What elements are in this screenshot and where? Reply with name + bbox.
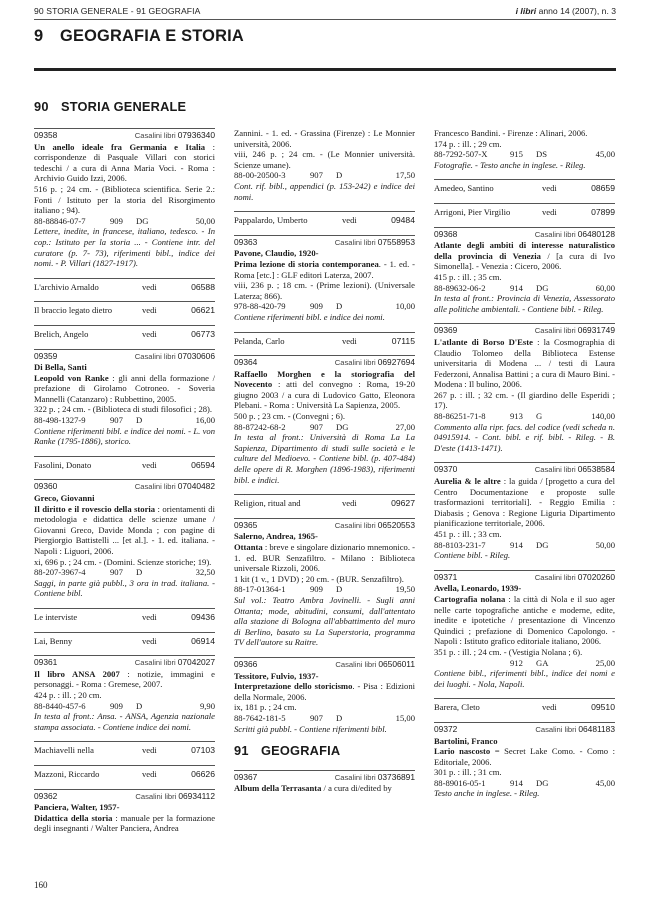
entry-class: 915: [510, 149, 523, 160]
casalini-label: Casalini libri: [534, 229, 576, 239]
entry-09361: [34, 655, 215, 732]
see-label: vedi: [542, 183, 557, 194]
entry-body: : la guida / [progetto a cura del Centro Documentazione e proposte sulle trasformazioni territoriali]. - Reggio Emilia : Diabasis ; Genova : Regione Liguria Dipartimento pianificazione territoriale, 2006.: [434, 476, 616, 529]
casalini-code: 06931749: [577, 325, 615, 336]
entry-09362-continued: [234, 128, 415, 202]
see-name: Il braccio legato dietro: [34, 305, 113, 316]
entry-note: In testa al front.: Ansa. - ANSA, Agenzia nazionale stampa associata. - Contiene indice dei nomi.: [34, 711, 215, 732]
see-reference: [34, 741, 215, 762]
entry-price: 25,00: [595, 657, 615, 668]
entry-price: 10,00: [395, 301, 415, 312]
entry-isbn-line: [434, 778, 615, 789]
entry-isbn-line: [234, 584, 415, 595]
entry-isbn: 88-87242-68-2: [234, 421, 286, 432]
entry-isbn-line: [234, 170, 415, 181]
running-header: [34, 4, 616, 18]
entry-type: DG: [536, 282, 549, 293]
see-label: vedi: [542, 702, 557, 713]
entry-id: 09370: [434, 464, 458, 475]
entry-09364: [234, 355, 415, 485]
see-name: Brelich, Angelo: [34, 328, 89, 339]
see-reference: [34, 765, 215, 786]
entry-body: : manuale per la formazione degli insegnanti / Walter Panciera, Andrea: [34, 812, 216, 834]
entry-isbn: [434, 658, 510, 669]
casalini-code: 07558953: [377, 236, 415, 247]
see-code: 06621: [191, 305, 215, 316]
entry-isbn: 978-88-420-79: [234, 301, 286, 312]
see-code: 06773: [191, 328, 215, 339]
entry-class: 914: [510, 282, 523, 293]
casalini-code: 06927694: [377, 357, 415, 368]
casalini-label: Casalini libri: [135, 791, 177, 801]
entry-class: 907: [310, 712, 323, 723]
subsection-number: 90: [34, 99, 49, 114]
subsection-number: 91: [234, 743, 249, 759]
entry-id: 09363: [234, 236, 258, 247]
entry-09372: [434, 722, 615, 799]
entry-title: Leopold von Ranke: [34, 372, 109, 383]
entry-id: 09364: [234, 357, 258, 368]
entry-09363: [234, 235, 415, 323]
see-label: vedi: [142, 281, 157, 292]
entry-body: = Secret Lake Como. - Como : Editoriale, 2006.: [434, 746, 616, 767]
entry-title: Interpretazione dello storicismo: [234, 681, 353, 692]
running-header-left: 90 STORIA GENERALE - 91 GEOGRAFIA: [34, 6, 201, 16]
see-code: 07899: [591, 206, 615, 217]
subsection-name: STORIA GENERALE: [61, 99, 187, 114]
entry-price: 17,50: [395, 170, 415, 181]
entry-price: 19,50: [395, 584, 415, 595]
see-name: Arrigoni, Pier Virgilio: [434, 206, 511, 217]
entry-isbn: 88-89632-06-2: [434, 282, 486, 293]
running-header-right: [516, 6, 616, 16]
casalini-label: Casalini libri: [534, 572, 576, 582]
entry-id: 09366: [234, 658, 258, 669]
entry-pages: 424 p. : ill. ; 20 cm.: [34, 689, 102, 700]
entry-09368: [434, 227, 615, 315]
entry-class: 913: [510, 411, 523, 422]
see-name: Pelanda, Carlo: [234, 335, 285, 346]
see-reference: [34, 301, 215, 322]
subsection-title-geografia: [234, 743, 415, 759]
entry-type: D: [136, 700, 143, 711]
see-label: vedi: [142, 459, 157, 470]
see-code: 09436: [191, 611, 215, 622]
entry-class: 907: [310, 421, 323, 432]
entry-09359: [34, 349, 215, 447]
entry-type: DG: [536, 539, 549, 550]
entry-09360: [34, 479, 215, 599]
entry-id: 09360: [34, 481, 58, 492]
entry-id: 09367: [234, 771, 258, 782]
entry-isbn-line: [34, 415, 215, 426]
see-reference: [234, 494, 415, 515]
subsection-title: [34, 99, 186, 114]
see-name: Machiavelli nella: [34, 745, 94, 756]
entry-type: D: [136, 415, 143, 426]
entry-isbn: 88-8103-231-7: [434, 539, 486, 550]
see-label: vedi: [142, 745, 157, 756]
entry-isbn: 88-207-3967-4: [34, 567, 86, 578]
entry-pages: 415 p. : ill. ; 35 cm.: [434, 271, 502, 282]
see-label: vedi: [342, 335, 357, 346]
entry-note: Cont. rif. bibl., appendici (p. 153-242) e indice dei nomi.: [234, 180, 415, 202]
entry-type: D: [336, 301, 343, 312]
entry-isbn-line: [234, 301, 415, 312]
see-reference: [234, 332, 415, 353]
casalini-label: Casalini libri: [534, 326, 576, 336]
casalini-code: 07030606: [177, 350, 215, 361]
see-code: 06588: [191, 281, 215, 292]
casalini-label: Casalini libri: [534, 465, 576, 475]
journal-issue: anno 14 (2007), n. 3: [536, 6, 616, 16]
casalini-code: 07040482: [177, 481, 215, 492]
section-rule: [34, 68, 616, 71]
entry-pages: 500 p. ; 23 cm. - (Convegni ; 6).: [234, 411, 345, 422]
entry-note: Testo anche in inglese. - Rileg.: [434, 788, 540, 799]
entry-class: 907: [310, 170, 323, 181]
entry-price: 15,00: [395, 712, 415, 723]
entry-isbn-line: [434, 540, 615, 551]
entry-title: Didattica della storia: [34, 812, 113, 823]
entry-id: 09371: [434, 571, 458, 582]
entry-09367: [234, 770, 415, 794]
see-label: vedi: [342, 498, 357, 509]
see-reference: [34, 456, 215, 477]
entry-type: G: [536, 411, 543, 422]
entry-body: : atti del convegno : Roma, 19-20 giugno 2003 / a cura di Ludovico Gatto, Eleonora Plebani. - Roma : Università La Sapienza, 2005.: [234, 379, 415, 411]
entry-isbn: 88-88846-07-7: [34, 215, 86, 226]
subsection-name: GEOGRAFIA: [261, 743, 341, 759]
casalini-code: 06481183: [578, 723, 615, 734]
entry-title: Un anello ideale fra Germania e Italia: [34, 141, 206, 152]
entry-type: DS: [536, 149, 547, 160]
entry-pages: ix, 181 p. ; 24 cm.: [234, 702, 297, 713]
entry-pages: 301 p. : ill. ; 31 cm.: [434, 767, 502, 778]
see-name: Barera, Cleto: [434, 702, 480, 713]
see-label: vedi: [142, 635, 157, 646]
entry-price: 9,90: [199, 700, 215, 711]
entry-class: 907: [110, 567, 123, 578]
see-name: Le interviste: [34, 611, 78, 622]
entry-title: Album della Terrasanta: [234, 783, 322, 794]
entry-author: Bartolini, Franco: [434, 735, 498, 746]
entry-title: Aurelia & le altre: [434, 476, 501, 487]
casalini-code: 07020260: [577, 571, 615, 582]
entry-title: Atlante degli ambiti di interesse naturalistico della provincia di Venezia: [434, 240, 615, 261]
entry-09371: [434, 570, 615, 690]
entry-title: Ottanta: [234, 542, 263, 552]
see-reference: [434, 203, 615, 224]
entry-isbn-line: [234, 713, 415, 724]
casalini-label: Casalini libri: [134, 658, 176, 668]
entry-class: 909: [310, 584, 323, 595]
entry-id: 09362: [34, 790, 58, 801]
entry-author: Tessitore, Fulvio, 1937-: [234, 670, 319, 681]
entry-note: Sul vol.: Teatro Ambra Jovinelli. - Sugli anni Ottanta; mode, abitudini, consumi, dall'attentato alla stazione di Bologna all'abbattimento del muro di Berlino, basato su La Superstoria, programma TV dell'autore su Raitre.: [234, 594, 415, 648]
entry-title: Il diritto e il rovescio della storia: [34, 503, 156, 514]
see-code: 09510: [591, 702, 615, 713]
entry-price: 60,00: [595, 282, 615, 293]
entry-class: 909: [110, 215, 123, 226]
entry-author: Di Bella, Santi: [34, 362, 87, 373]
entry-isbn: 88-7292-507-X: [434, 149, 488, 160]
entry-pages: 267 p. : ill. ; 32 cm. - (Il giardino delle Esperidi ; 17).: [434, 389, 615, 411]
see-name: Fasolini, Donato: [34, 459, 92, 470]
entry-body: : notizie, immagini e personaggi. - Roma : Gremese, 2007.: [34, 668, 215, 690]
entry-type: DG: [136, 215, 149, 226]
see-reference: [234, 211, 415, 232]
entry-note: Commento alla ripr. facs. del codice (vedi scheda n. 04915914. - Cont. bibl. e rif. bibl. - Rileg. - B. D'este (1413-1471).: [434, 421, 615, 453]
entry-09370: [434, 462, 615, 560]
casalini-label: Casalini libri: [334, 520, 376, 530]
entry-isbn-line: [434, 149, 615, 160]
entry-09362: [34, 789, 215, 834]
entry-isbn: 88-498-1327-9: [34, 415, 86, 426]
entry-body: . - Pisa : Edizioni della Normale, 2006.: [234, 681, 416, 702]
entry-isbn: 88-00-20500-3: [234, 170, 286, 181]
entry-type: D: [136, 567, 143, 578]
entry-type: D: [336, 584, 343, 595]
entry-note: Scritti già pubbl. - Contiene riferimenti bibl.: [234, 723, 387, 734]
entry-title: Prima lezione di storia contemporanea: [234, 258, 379, 269]
entry-pages: 1 kit (1 v., 1 DVD) ; 20 cm. - (BUR. Senzafiltro).: [234, 573, 404, 584]
casalini-code: 06506011: [378, 658, 415, 669]
see-code: 06594: [191, 459, 215, 470]
entry-09366: [234, 657, 415, 734]
see-name: L'archivio Arnaldo: [34, 281, 99, 292]
page-number: 160: [34, 880, 48, 890]
section-number: 9: [34, 27, 44, 45]
entry-author: Panciera, Walter, 1957-: [34, 802, 120, 813]
entry-note: Contiene bibl., riferimenti bibl., indice dei nomi e dei luoghi. - Nola, Napoli.: [434, 668, 615, 689]
entry-body: / a cura di/edited by: [321, 783, 392, 794]
casalini-code: 03736891: [377, 771, 415, 782]
entry-title: L'atlante di Borso D'Este: [434, 336, 533, 347]
see-label: vedi: [142, 768, 157, 779]
entry-note: Fotografie. - Testo anche in inglese. - Rileg.: [434, 159, 586, 170]
entry-author: Pavone, Claudio, 1920-: [234, 248, 319, 259]
see-name: Amedeo, Santino: [434, 183, 494, 194]
see-reference: [434, 698, 615, 719]
entry-type: D: [336, 712, 343, 723]
see-reference: [434, 179, 615, 200]
section-title: [34, 27, 244, 46]
entry-class: 912: [510, 657, 523, 668]
entry-type: DG: [336, 421, 349, 432]
entry-id: 09368: [434, 228, 458, 239]
entry-isbn-line: [34, 567, 215, 578]
casalini-label: Casalini libri: [134, 351, 176, 361]
see-code: 07115: [391, 335, 415, 346]
entry-body: : corrispondenze di Pasquale Villari con storici tedeschi / a cura di Anna Maria Voci. - Roma : Archivio Guido Izzi, 2006.: [34, 141, 215, 184]
casalini-code: 07042027: [177, 657, 215, 668]
entry-isbn-line: [234, 422, 415, 433]
entry-note: Contiene bibl. - Rileg.: [434, 550, 511, 561]
casalini-label: Casalini libri: [335, 659, 377, 669]
entry-body: . - 1. ed. - Roma [etc.] : GLF editori Laterza, 2007.: [234, 258, 415, 280]
entry-isbn-line: [34, 701, 215, 712]
column-3: [434, 128, 615, 808]
entry-title: Lario nascosto: [434, 746, 491, 757]
entry-title: Cartografia nolana: [434, 593, 506, 604]
entry-note: In testa al front.: Provincia di Venezia, Assessorato alle politiche ambientali. - Contiene bibl. - Rileg.: [434, 293, 615, 314]
entry-class: 909: [310, 301, 323, 312]
casalini-code: 06934112: [178, 790, 215, 801]
entry-class: 914: [510, 777, 523, 788]
casalini-label: Casalini libri: [535, 724, 577, 734]
entry-body: : orientamenti di metodologia e didattica delle scienze umane / Giovanni Greco, Davide Monda ; con pagine di Piergiorgio Battistelli ... [et al.]. - 1. ed. italiana. - Napoli : Liguori, 2006.: [34, 503, 215, 556]
entry-09365: [234, 518, 415, 648]
entry-id: 09358: [34, 130, 58, 140]
entry-pages: 451 p. : ill. ; 33 cm.: [434, 529, 502, 539]
see-name: Mazzoni, Riccardo: [34, 768, 100, 779]
casalini-code: 07936340: [177, 130, 215, 140]
entry-class: 914: [510, 539, 523, 550]
see-name: Pappalardo, Umberto: [234, 215, 308, 226]
entry-pages: viii, 246 p. ; 24 cm. - (Le Monnier università. Scienze umane).: [234, 149, 415, 170]
see-reference: [34, 325, 215, 346]
entry-type: DG: [536, 777, 549, 788]
see-reference: [34, 608, 215, 629]
entry-isbn: 88-89016-05-1: [434, 777, 486, 788]
see-code: 09484: [391, 215, 415, 226]
entry-title: Raffaello Morghen e la storiografia del Novecento: [234, 368, 415, 390]
entry-note: Contiene riferimenti bibl. e indice dei nomi.: [234, 311, 385, 322]
entry-isbn: 88-86251-71-8: [434, 411, 486, 422]
entry-isbn-line: [434, 658, 615, 669]
section-name: GEOGRAFIA E STORIA: [60, 27, 244, 45]
see-name: Lai, Benny: [34, 635, 73, 646]
entry-body: : gli anni della formazione / prefazione di Girolamo Cotroneo. - Soveria Mannelli (Catanzaro) : Rubbettino, 2005.: [34, 372, 215, 404]
entry-price: 50,00: [595, 539, 615, 550]
entry-isbn-line: [434, 283, 615, 294]
entry-id: 09365: [234, 519, 258, 530]
entry-isbn-line: [34, 216, 215, 227]
entry-price: 32,50: [195, 567, 215, 578]
entry-type: GA: [536, 657, 549, 668]
entry-pages: 174 p. : ill. ; 29 cm.: [434, 138, 502, 149]
see-name: Religion, ritual and: [234, 498, 301, 509]
entry-price: 16,00: [195, 415, 215, 426]
entry-pages: xi, 696 p. ; 24 cm. - (Domini. Scienze storiche; 19).: [34, 556, 212, 567]
casalini-label: Casalini libri: [134, 482, 176, 492]
casalini-label: Casalini libri: [334, 772, 376, 782]
entry-id: 09359: [34, 350, 58, 361]
column-1: [34, 128, 215, 843]
casalini-code: 06480128: [577, 228, 615, 239]
entry-price: 140,00: [591, 411, 615, 422]
entry-09367-continued: [434, 128, 615, 170]
entry-id: 09369: [434, 325, 458, 336]
journal-name: i libri: [515, 6, 537, 16]
entry-09358: [34, 128, 215, 269]
entry-class: 907: [110, 415, 123, 426]
entry-body: / [a cura di Ivo Simonella]. - Venezia : Cicero, 2006.: [434, 250, 615, 272]
entry-body: Francesco Bandini. - Firenze : Alinari, 2006.: [434, 128, 588, 138]
entry-body: : la Cosmographia di Claudio Tolomeo della Biblioteca Estense universitaria di Modena ... / testi di Laura Federzoni, Annalisa Battini ; a cura di Mauro Bini. - Modena : Il bulino, 2006.: [434, 336, 615, 390]
entry-type: D: [336, 170, 343, 181]
entry-pages: 322 p. ; 24 cm. - (Biblioteca di studi filosofici ; 28).: [34, 404, 213, 415]
see-label: vedi: [142, 305, 157, 316]
entry-note: Lettere, inedite, in francese, italiano, tedesco. - In cop.: Istituto per la storia ... - Contiene intr. del curatore (p. 7- 73), riferimenti bibl., indice dei nomi. - P. Villari (1827-1917).: [34, 226, 215, 269]
entry-09369: [434, 323, 615, 453]
entry-note: Contiene riferimenti bibl. e indice dei nomi. - L. von Ranke (1795-1886), storico.: [34, 425, 215, 447]
see-code: 07103: [191, 745, 215, 756]
casalini-label: Casalini libri: [334, 358, 376, 368]
casalini-code: 06538584: [577, 464, 615, 475]
entry-note: Saggi, in parte già pubbl., 3 ora in trad. italiana. - Contiene bibl.: [34, 577, 215, 599]
entry-body: Zannini. - 1. ed. - Grassina (Firenze) : Le Monnier università, 2006.: [234, 128, 415, 149]
column-2: [234, 128, 415, 803]
entry-price: 45,00: [595, 777, 615, 788]
entry-author: Greco, Giovanni: [34, 493, 95, 504]
entry-isbn: 88-17-01364-1: [234, 584, 286, 595]
see-reference: [34, 632, 215, 653]
entry-isbn-line: [434, 411, 615, 422]
entry-pages: viii, 236 p. ; 18 cm. - (Prime lezioni). (Universale Laterza; 866).: [234, 280, 415, 301]
entry-isbn: 88-8440-457-6: [34, 700, 86, 711]
casalini-label: Casalini libri: [134, 131, 176, 140]
casalini-code: 06520553: [377, 519, 415, 530]
see-code: 06626: [191, 768, 215, 779]
see-label: vedi: [142, 328, 157, 339]
see-label: vedi: [342, 215, 357, 226]
see-code: 08659: [591, 183, 615, 194]
entry-price: 27,00: [395, 421, 415, 432]
entry-price: 50,00: [195, 215, 215, 226]
entry-author: Salerno, Andrea, 1965-: [234, 531, 318, 542]
entry-id: 09372: [434, 723, 458, 734]
entry-isbn: 88-7642-181-5: [234, 712, 286, 723]
entry-pages: 516 p. ; 24 cm. - (Biblioteca scientifica. Serie 2.: Fonti / Istituto per la storia del Risorgimento italiano ; 94).: [34, 183, 215, 216]
entry-class: 909: [110, 700, 123, 711]
header-rule: [34, 19, 616, 20]
see-label: vedi: [542, 206, 557, 217]
entry-body: : breve e singolare dizionario mnemonico. - 1. ed. BUR Senzafiltro. - Milano : Biblioteca universale Rizzoli, 2006.: [234, 542, 415, 574]
entry-id: 09361: [34, 657, 58, 668]
see-code: 09627: [391, 498, 415, 509]
see-code: 06914: [191, 635, 215, 646]
entry-author: Avella, Leonardo, 1939-: [434, 583, 522, 594]
casalini-label: Casalini libri: [334, 237, 376, 247]
entry-title: Il libro ANSA 2007: [34, 668, 120, 679]
see-reference: [34, 278, 215, 299]
entry-body: : la città di Nola e il suo ager nelle carte topografiche antiche e moderne, edite, inedite e ipotetiche / presentazione di Vincenzo Quindici ; prefazione di Domenico Capolongo. - Napoli : Istituto grafico editoriale italiano, 2006.: [434, 593, 616, 647]
entry-note: In testa al front.: Università di Roma La La Sapienza, Dipartimento di studi sulle società e le culture del Medioevo. - Contiene bibl. (p. 407-484) delle opere di R. Morghen (1896-1983), riferimenti bibl. e indici.: [234, 432, 415, 485]
entry-price: 45,00: [595, 149, 615, 160]
entry-pages: 351 p. : ill. ; 24 cm. - (Vestigia Nolana ; 6).: [434, 646, 583, 657]
see-label: vedi: [142, 611, 157, 622]
